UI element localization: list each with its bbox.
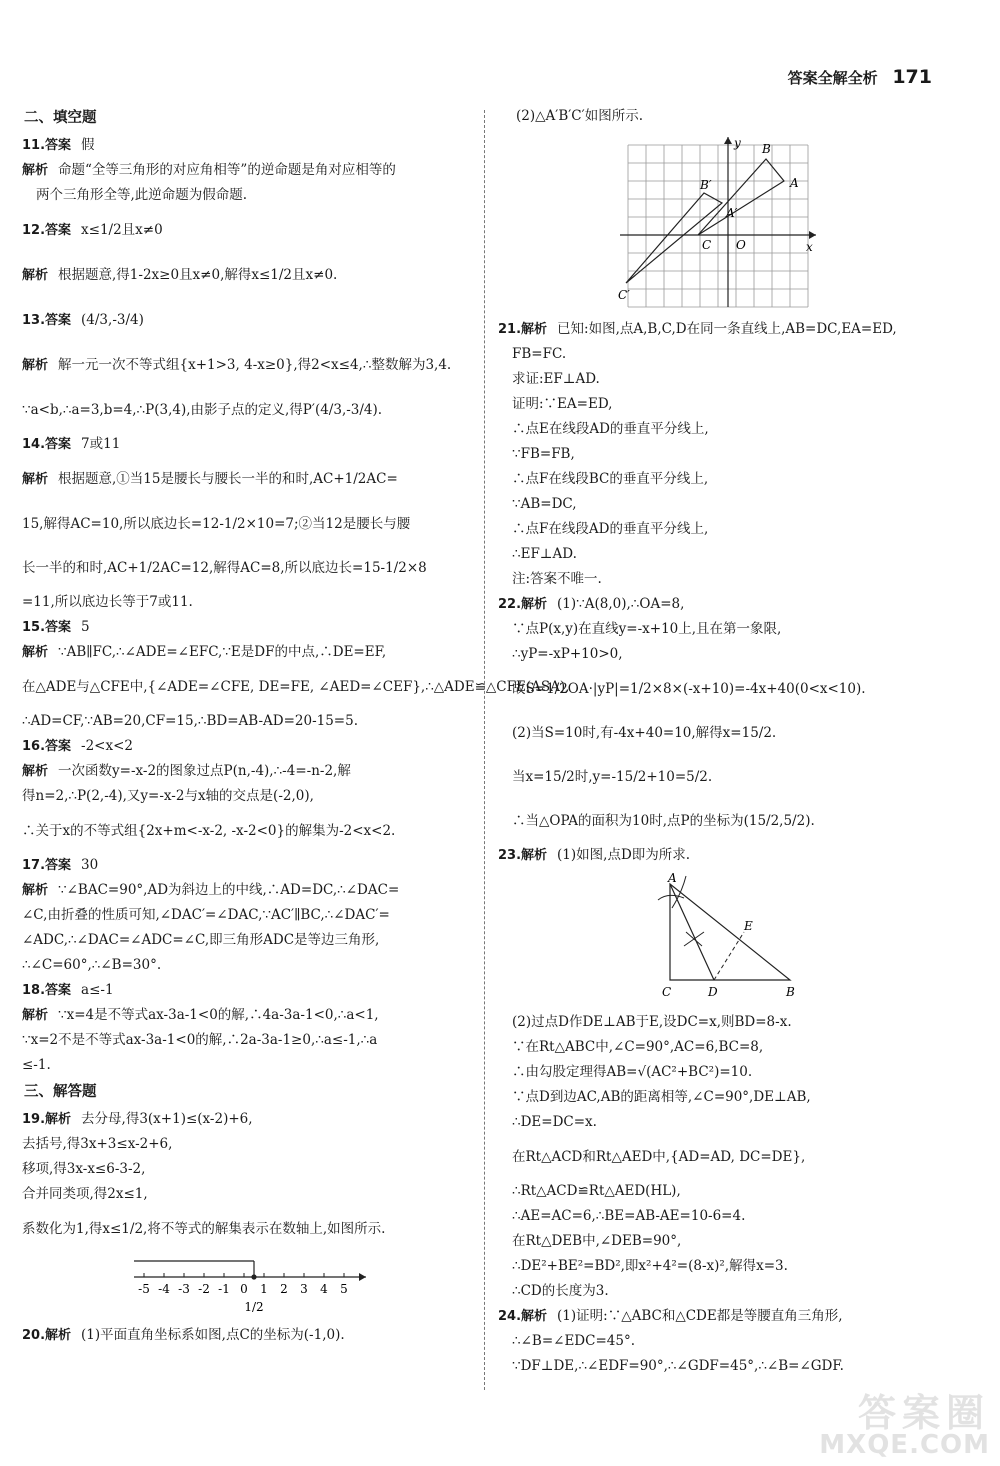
text-line-q11c (22, 183, 470, 208)
text-line-q17a (22, 853, 470, 878)
numline-tick-label: 3 (300, 1282, 308, 1296)
tri-label-A: A (668, 871, 677, 885)
text-line-q11a (22, 133, 470, 158)
tri-label-D: D (708, 985, 718, 999)
line-text: 在Rt△ACD和Rt△AED中,{AD=AD, DC=DE}, (512, 1149, 806, 1165)
line-text: 移项,得3x-x≤6-3-2, (22, 1161, 146, 1177)
answer-label: 解析 (22, 268, 49, 283)
watermark-url: MXQE.COM (819, 1430, 990, 1460)
line-text: ∴点E在线段AD的垂直平分线上, (512, 421, 709, 437)
text-line-q21e (498, 417, 948, 442)
text-line-q17d (22, 928, 470, 953)
text-line-q22d (498, 667, 948, 711)
line-text: 当x=15/2时,y=-15/2+10=5/2. (512, 769, 713, 785)
grid-label-y: y (734, 136, 741, 150)
text-line-q16c (22, 784, 470, 809)
text-line-q14b (22, 457, 470, 502)
answer-label: 解析 (22, 358, 49, 373)
answer-label: 21.解析 (498, 322, 548, 337)
text-line-q22a (498, 592, 948, 617)
text-line-q21i (498, 517, 948, 542)
section-heading: 二、填空题 (24, 110, 97, 126)
text-line-q22e (498, 711, 948, 755)
line-text: 已知:如图,点A,B,C,D在同一条直线上,AB=DC,EA=ED, (557, 321, 897, 337)
text-line-q23g (498, 1135, 948, 1179)
line-text: ∵在Rt△ABC中,∠C=90°,AC=6,BC=8, (512, 1039, 764, 1055)
line-text: 一次函数y=-x-2的图象过点P(n,-4),∴-4=-n-2,解 (58, 763, 351, 779)
text-line-q21d (498, 392, 948, 417)
answer-label: 解析 (22, 764, 49, 779)
answer-label: 23.解析 (498, 848, 548, 863)
text-line-q18b (22, 1003, 470, 1028)
line-text: x≤1/2且x≠0 (81, 222, 163, 238)
line-text: ∴DE=DC=x. (512, 1114, 597, 1130)
line-text: 命题“全等三角形的对应角相等”的逆命题是角对应相等的 (58, 162, 396, 178)
line-text: ∴点F在线段BC的垂直平分线上, (512, 471, 709, 487)
text-line-q21g (498, 467, 948, 492)
tri-label-C: C (662, 985, 672, 999)
text-line-q15b (22, 640, 470, 665)
text-line-q23d (498, 1060, 948, 1085)
numline-tick-label: -2 (198, 1282, 210, 1296)
line-text: (1)证明:∵△ABC和△CDE都是等腰直角三角形, (557, 1308, 843, 1324)
line-text: (2)过点D作DE⊥AB于E,设DC=x,则BD=8-x. (512, 1014, 792, 1030)
fig-grid (498, 133, 948, 313)
grid-label-A: A (790, 176, 799, 190)
line-text: 故S=1/2OA·|yP|=1/2×8×(-x+10)=-4x+40(0<x<10). (512, 681, 866, 697)
text-line-q21a (498, 317, 948, 342)
text-line-q22c (498, 642, 948, 667)
line-text: ∵AB∥FC,∴∠ADE=∠EFC,∵E是DF的中点,∴DE=EF, (58, 644, 387, 660)
text-line-q22g (498, 799, 948, 843)
line-text: 在△ADE与△CFE中,{∠ADE=∠CFE, DE=FE, ∠AED=∠CEF},∴△ADE≌△CFE(ASA), (22, 679, 570, 695)
answer-label: 18.答案 (22, 983, 72, 998)
text-line-q21b (498, 342, 948, 367)
text-line-q11b (22, 158, 470, 183)
line-text: 根据题意,①当15是腰长与腰长一半的和时,AC+1/2AC= (58, 471, 398, 487)
grid-label-Bp: B′ (700, 178, 712, 192)
text-line-q23k (498, 1254, 948, 1279)
header-title: 答案全解全析 (787, 69, 878, 87)
text-line-q17c (22, 903, 470, 928)
line-text: 解一元一次不等式组{x+1>3, 4-x≥0},得2<x≤4,∴整数解为3,4. (58, 357, 452, 373)
text-line-q18a (22, 978, 470, 1003)
answer-label: 15.答案 (22, 620, 72, 635)
text-line-q21c (498, 367, 948, 392)
right-column (498, 104, 948, 1379)
text-line-q22f (498, 755, 948, 799)
line-text: ∴AD=CF,∵AB=20,CF=15,∴BD=AB-AD=20-15=5. (22, 713, 358, 729)
line-text: 得n=2,∴P(2,-4),又y=-x-2与x轴的交点是(-2,0), (22, 788, 314, 804)
line-text: ∵AB=DC, (512, 496, 577, 512)
grid-label-B: B (762, 142, 771, 156)
line-text: ∵∠BAC=90°,AD为斜边上的中线,∴AD=DC,∴∠DAC= (58, 882, 400, 898)
line-text: ∠ADC,∴∠DAC=∠ADC=∠C,即三角形ADC是等边三角形, (22, 932, 380, 948)
section-heading: 三、解答题 (24, 1084, 97, 1100)
text-line-q19c (22, 1157, 470, 1182)
answer-label: 24.解析 (498, 1309, 548, 1324)
text-line-q24a (498, 1304, 948, 1329)
text-line-q20a (22, 1323, 470, 1348)
line-text: ∴点F在线段AD的垂直平分线上, (512, 521, 709, 537)
text-line-q22b (498, 617, 948, 642)
line-text: ∴由勾股定理得AB=√(AC²+BC²)=10. (512, 1064, 753, 1080)
line-text: (2)当S=10时,有-4x+40=10,解得x=15/2. (512, 725, 777, 741)
answer-label: 解析 (22, 883, 49, 898)
text-line-q23h (498, 1179, 948, 1204)
line-text: ∴∠B=∠EDC=45°. (512, 1333, 635, 1349)
answer-label: 解析 (22, 163, 49, 178)
line-text: (2)△A′B′C′如图所示. (516, 108, 643, 124)
line-text: 假 (81, 137, 95, 153)
answer-label: 14.答案 (22, 437, 72, 452)
grid-label-x: x (806, 240, 813, 254)
line-text: 30 (81, 857, 99, 873)
text-line-q13b (22, 343, 470, 388)
line-text: 根据题意,得1-2x≥0且x≠0,解得x≤1/2且x≠0. (58, 267, 338, 283)
triangle-figure (648, 872, 808, 1002)
line-text: ∵x=2不是不等式ax-3a-1<0的解,∴2a-3a-1≥0,∴a≤-1,∴a (22, 1032, 378, 1048)
numline-tick-label: -1 (218, 1282, 230, 1296)
text-line-q23a (498, 843, 948, 868)
numline-tick-label: 5 (340, 1282, 348, 1296)
text-line-q12b (22, 253, 470, 298)
text-line-q23i (498, 1204, 948, 1229)
text-line-q18d (22, 1053, 470, 1078)
answer-label: 11.答案 (22, 138, 72, 153)
numline-tick-label: 4 (320, 1282, 328, 1296)
text-line-q19d (22, 1182, 470, 1207)
numline-tick-label: 0 (240, 1282, 248, 1296)
grid-label-Ap: A′ (726, 206, 738, 220)
text-line-q18c (22, 1028, 470, 1053)
numline-tick-label: 2 (280, 1282, 288, 1296)
line-text: 7或11 (81, 436, 121, 452)
text-line-q15d (22, 709, 470, 734)
grid-label-Cp: C′ (618, 288, 630, 302)
line-text: ∴CD的长度为3. (512, 1283, 609, 1299)
watermark (819, 1391, 990, 1460)
text-line-q12a (22, 208, 470, 253)
line-text: (1)如图,点D即为所求. (557, 847, 691, 863)
text-line-q19e (22, 1207, 470, 1251)
line-text: ∠C,由折叠的性质可知,∠DAC′=∠DAC,∵AC′∥BC,∴∠DAC′= (22, 907, 390, 923)
text-line-q23c (498, 1035, 948, 1060)
numline-tick-label: -4 (158, 1282, 170, 1296)
text-line-q13c (22, 388, 470, 432)
line-text: 长一半的和时,AC+1/2AC=12,解得AC=8,所以底边长=15-1/2×8 (22, 560, 427, 576)
line-text: FB=FC. (512, 346, 567, 362)
text-line-q16a (22, 734, 470, 759)
column-divider (484, 110, 485, 1390)
line-text: ∵FB=FB, (512, 446, 575, 462)
numline-tick-label: -3 (178, 1282, 190, 1296)
line-text: ∴∠C=60°,∴∠B=30°. (22, 957, 162, 973)
fig-tri (498, 872, 948, 1006)
watermark-logo: 答案圈 (857, 1391, 990, 1435)
line-text: ∵DF⊥DE,∴∠EDF=90°,∴∠GDF=45°,∴∠B=∠GDF. (512, 1358, 844, 1374)
line-text: ∵x=4是不等式ax-3a-1<0的解,∴4a-3a-1<0,∴a<1, (58, 1007, 379, 1023)
text-line-q21h (498, 492, 948, 517)
answer-label: 20.解析 (22, 1328, 72, 1343)
line-text: (4/3,-3/4) (81, 312, 144, 328)
numline-tick-label: 1 (260, 1282, 268, 1296)
line-text: ≤-1. (22, 1057, 51, 1073)
line-text: ∴DE²+BE²=BD²,即x²+4²=(8-x)²,解得x=3. (512, 1258, 788, 1274)
line-text: ∴Rt△ACD≌Rt△AED(HL), (512, 1183, 681, 1199)
tri-label-E: E (744, 919, 753, 933)
line-text: 系数化为1,得x≤1/2,将不等式的解集表示在数轴上,如图所示. (22, 1221, 386, 1237)
text-line-q15a (22, 615, 470, 640)
answer-label: 解析 (22, 645, 49, 660)
line-text: a≤-1 (81, 982, 114, 998)
answer-label: 13.答案 (22, 313, 72, 328)
text-line-q13a (22, 298, 470, 343)
line-text: 去括号,得3x+3≤x-2+6, (22, 1136, 173, 1152)
text-line-q21k (498, 567, 948, 592)
text-line-q14a (22, 432, 470, 457)
page-header (788, 66, 932, 88)
text-line-q14c (22, 502, 470, 546)
line-text: 15,解得AC=10,所以底边长=12-1/2×10=7;②当12是腰长与腰 (22, 516, 411, 532)
text-line-q17e (22, 953, 470, 978)
line-text: 两个三角形全等,此逆命题为假命题. (36, 187, 248, 203)
line-text: (1)∵A(8,0),∴OA=8, (557, 596, 685, 612)
text-line-q21j (498, 542, 948, 567)
line-text: ∴关于x的不等式组{2x+m<-x-2, -x-2<0}的解集为-2<x<2. (22, 823, 396, 839)
line-text: (1)平面直角坐标系如图,点C的坐标为(-1,0). (81, 1327, 345, 1343)
text-line-q14d (22, 546, 470, 590)
text-line-q16d (22, 809, 470, 853)
coordinate-grid-figure (618, 133, 818, 309)
page-number: 171 (892, 66, 932, 88)
answer-label: 22.解析 (498, 597, 548, 612)
fig-numline (22, 1255, 470, 1319)
line-text: ∴yP=-xP+10>0, (512, 646, 623, 662)
text-line-q16b (22, 759, 470, 784)
text-line-q21f (498, 442, 948, 467)
answer-label: 16.答案 (22, 739, 72, 754)
text-line-q19a (22, 1107, 470, 1132)
text-line-q23j (498, 1229, 948, 1254)
number-line-figure (130, 1255, 370, 1315)
answer-label: 19.解析 (22, 1112, 72, 1127)
line-text: ∵点P(x,y)在直线y=-x+10上,且在第一象限, (512, 621, 782, 637)
line-text: =11,所以底边长等于7或11. (22, 594, 193, 610)
tri-label-B: B (786, 985, 795, 999)
line-text: -2<x<2 (81, 738, 134, 754)
text-line-q17b (22, 878, 470, 903)
text-line-q23f (498, 1110, 948, 1135)
text-line-q24b (498, 1329, 948, 1354)
text-line-q24c (498, 1354, 948, 1379)
line-text: ∴AE=AC=6,∴BE=AB-AE=10-6=4. (512, 1208, 746, 1224)
line-text: 证明:∵EA=ED, (512, 396, 613, 412)
line-text: ∴EF⊥AD. (512, 546, 577, 562)
line-text: ∵a<b,∴a=3,b=4,∴P(3,4),由影子点的定义,得P′(4/3,-3/4). (22, 402, 383, 418)
line-text: 去分母,得3(x+1)≤(x-2)+6, (81, 1111, 253, 1127)
answer-label: 解析 (22, 472, 49, 487)
grid-label-C: C (702, 238, 712, 252)
line-text: 注:答案不唯一. (512, 571, 602, 587)
line-text: 合并同类项,得2x≤1, (22, 1186, 148, 1202)
text-line-q19b (22, 1132, 470, 1157)
text-line-q23l (498, 1279, 948, 1304)
answer-label: 12.答案 (22, 223, 72, 238)
line-text: 5 (81, 619, 90, 635)
text-line-q14e (22, 590, 470, 615)
line-text: 在Rt△DEB中,∠DEB=90°, (512, 1233, 682, 1249)
text-line-q15c (22, 665, 570, 709)
answer-label: 解析 (22, 1008, 49, 1023)
text-line-q23b (498, 1010, 948, 1035)
text-line-q23e (498, 1085, 948, 1110)
answer-label: 17.答案 (22, 858, 72, 873)
grid-label-O: O (736, 238, 746, 252)
text-line-r20b (498, 104, 948, 129)
line-text: 求证:EF⊥AD. (512, 371, 600, 387)
numline-tick-label: -5 (138, 1282, 150, 1296)
line-text: ∵点D到边AC,AB的距离相等,∠C=90°,DE⊥AB, (512, 1089, 811, 1105)
line-text: ∴当△OPA的面积为10时,点P的坐标为(15/2,5/2). (512, 813, 815, 829)
numline-half-label: 1/2 (244, 1300, 264, 1314)
